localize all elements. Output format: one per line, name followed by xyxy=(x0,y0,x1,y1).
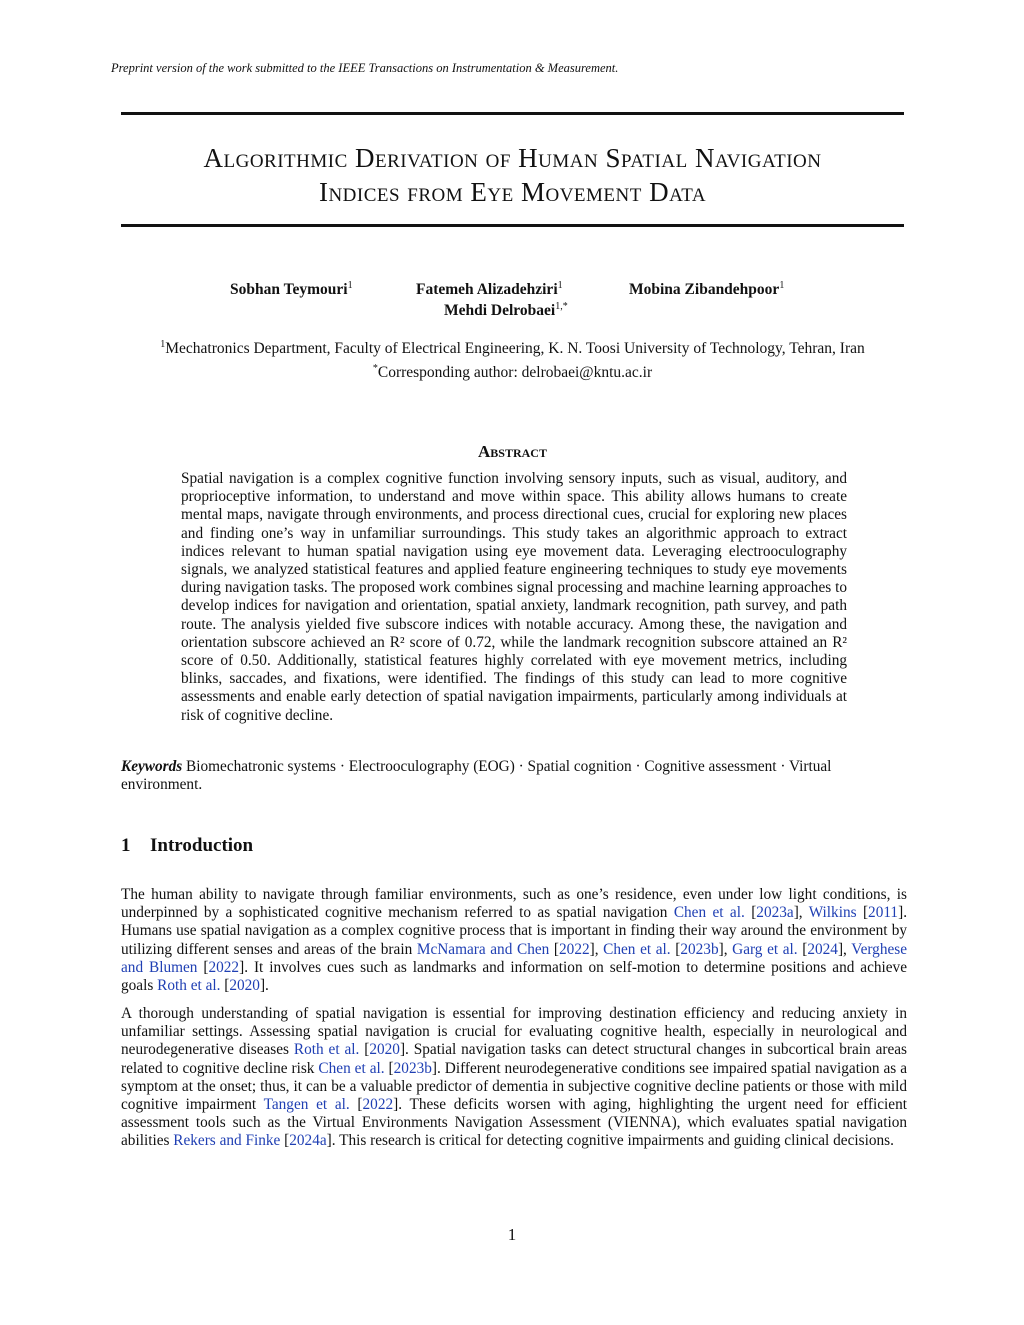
citation-year-link[interactable]: 2011 xyxy=(868,904,899,922)
citation-link[interactable]: McNamara and Chen xyxy=(416,940,550,958)
citation-year-link[interactable]: 2022 xyxy=(559,940,590,958)
citation-year-link[interactable]: 2022 xyxy=(362,1096,394,1114)
citation-year-link[interactable]: 2020 xyxy=(369,1041,400,1059)
intro-paragraph-1: The human ability to navigate through familiar environments, such as one’s residence, even under low light conditions, is underpinned by a sophisticated cognitive mechanism referred to as spatial navigation Chen et al. [2023a], Wilkins [2011]. Humans use spatial navigation as a complex cognitive process that is important in finding their way around the environment by utilizing different senses and areas of the brain McNamara and Chen [2022], Chen et al. [2023b], Garg et al. [2024], Verghese and Blumen [2022]. It involves cues such as landmarks and information on self-motion to determine positions and achieve goals Roth et al. [2020]. xyxy=(121,886,908,995)
citation-link[interactable]: Roth et al. xyxy=(293,1041,360,1059)
intro-paragraph-2: A thorough understanding of spatial navigation is essential for improving destination efficiency and reducing anxiety in unfamiliar settings. Assessing spatial navigation is crucial for evaluating cognitive health, especially in neurological and neurodegenerative diseases Roth et al. [2020]. Spatial navigation tasks can detect structural changes in subcortical brain areas related to cognitive decline risk Chen et al. [2023b]. Different neurodegenerative conditions see impaired spatial navigation as a symptom at the onset; thus, it can be a valuable predictor of dementia in subjective cognitive decline patients or those with mild cognitive impairment Tangen et al. [2022]. These deficits worsen with aging, highlighting the urgent need for efficient assessment tools such as the Virtual Environments Navigation Assessment (VIENNA), which evaluates spatial navigation abilities Rekers and Finke [2024a]. This research is critical for detecting cognitive impairments and guiding clinical decisions. xyxy=(121,1005,908,1150)
author: Mobina Zibandehpoor$^1$ xyxy=(629,280,785,299)
paper-title xyxy=(121,141,904,209)
citation-link[interactable]: Roth et al. xyxy=(157,977,221,995)
citation-link[interactable]: Wilkins xyxy=(808,904,857,922)
page-number: 1 xyxy=(507,1225,517,1244)
author: Sobhan Teymouri$^1$ xyxy=(230,280,353,299)
citation-year-link[interactable]: 2023b xyxy=(393,1059,432,1077)
title-line-1: Algorithmic Derivation of Human Spatial Navigation xyxy=(203,143,822,173)
author: Mehdi Delrobaei$^{1,*}$ xyxy=(444,301,568,320)
preprint-note: Preprint version of the work submitted to the IEEE Transactions on Instrumentation & Measurement. xyxy=(111,61,619,75)
keywords-text: Biomechatronic systems · Electrooculography (EOG) · Spatial cognition · Cognitive assessment · Virtual environment. xyxy=(121,758,832,793)
corresponding-author: *Corresponding author: delrobaei@kntu.ac.ir xyxy=(372,363,653,382)
citation-link[interactable]: Tangen et al. xyxy=(263,1096,350,1114)
keywords-label: Keywords xyxy=(121,758,183,775)
author: Fatemeh Alizadehziri$^1$ xyxy=(416,280,563,299)
citation-link[interactable]: Chen et al. xyxy=(603,940,671,958)
section-number: 1 xyxy=(121,835,131,856)
affiliation-block xyxy=(121,335,904,383)
citation-year-link[interactable]: 2023b xyxy=(680,940,719,958)
citation-link[interactable]: Verghese and Blumen xyxy=(121,940,908,976)
citation-year-link[interactable]: 2020 xyxy=(229,977,260,995)
citation-link[interactable]: Garg et al. xyxy=(732,940,798,958)
citation-year-link[interactable]: 2024a xyxy=(289,1132,327,1150)
keywords xyxy=(121,758,904,794)
section-heading xyxy=(121,835,253,857)
citation-link[interactable]: Chen et al. xyxy=(673,904,745,922)
abstract-text: Spatial navigation is a complex cognitive function involving sensory inputs, such as visual, auditory, and proprioceptive information, to understand and move within space. This ability allows humans to create mental maps, navigate through environments, and process directional cues, crucial for exploring new places and finding one’s way in unfamiliar surroundings. This study takes an algorithmic approach to extract indices relevant to human spatial navigation using eye movement data. Leveraging electrooculography signals, we analyzed statistical features and applied feature engineering techniques to study eye movements during navigation tasks. The proposed work combines signal processing and machine learning approaches to develop indices for navigation and orientation, spatial anxiety, landmark recognition, path survey, and path route. The analysis yielded five subscore indices with notable accuracy. Among these, the navigation and orientation subscore achieved an R² score of 0.72, while the landmark recognition subscore attained an R² score of 0.50. Additionally, statistical features highly correlated with eye movement metrics, including blinks, saccades, and fixations, were identified. The findings of this study can lead to more cognitive assessments and enable early detection of spatial navigation impairments, particularly among individuals at risk of cognitive decline. xyxy=(181,470,847,724)
title-line-2: Indices from Eye Movement Data xyxy=(318,177,707,207)
citation-year-link[interactable]: 2024 xyxy=(807,940,838,958)
affiliation: $^1$Mechatronics Department, Faculty of Electrical Engineering, K. N. Toosi University of Technology, Tehran, Iran xyxy=(160,339,865,358)
citation-link[interactable]: Rekers and Finke xyxy=(173,1132,281,1150)
citation-link[interactable]: Chen et al. xyxy=(318,1059,385,1077)
section-title: Introduction xyxy=(150,835,254,856)
title-bottom-rule xyxy=(121,224,904,227)
title-top-rule xyxy=(121,112,904,115)
abstract-heading: Abstract xyxy=(478,442,547,461)
citation-year-link[interactable]: 2023a xyxy=(756,904,794,922)
citation-year-link[interactable]: 2022 xyxy=(208,958,240,976)
